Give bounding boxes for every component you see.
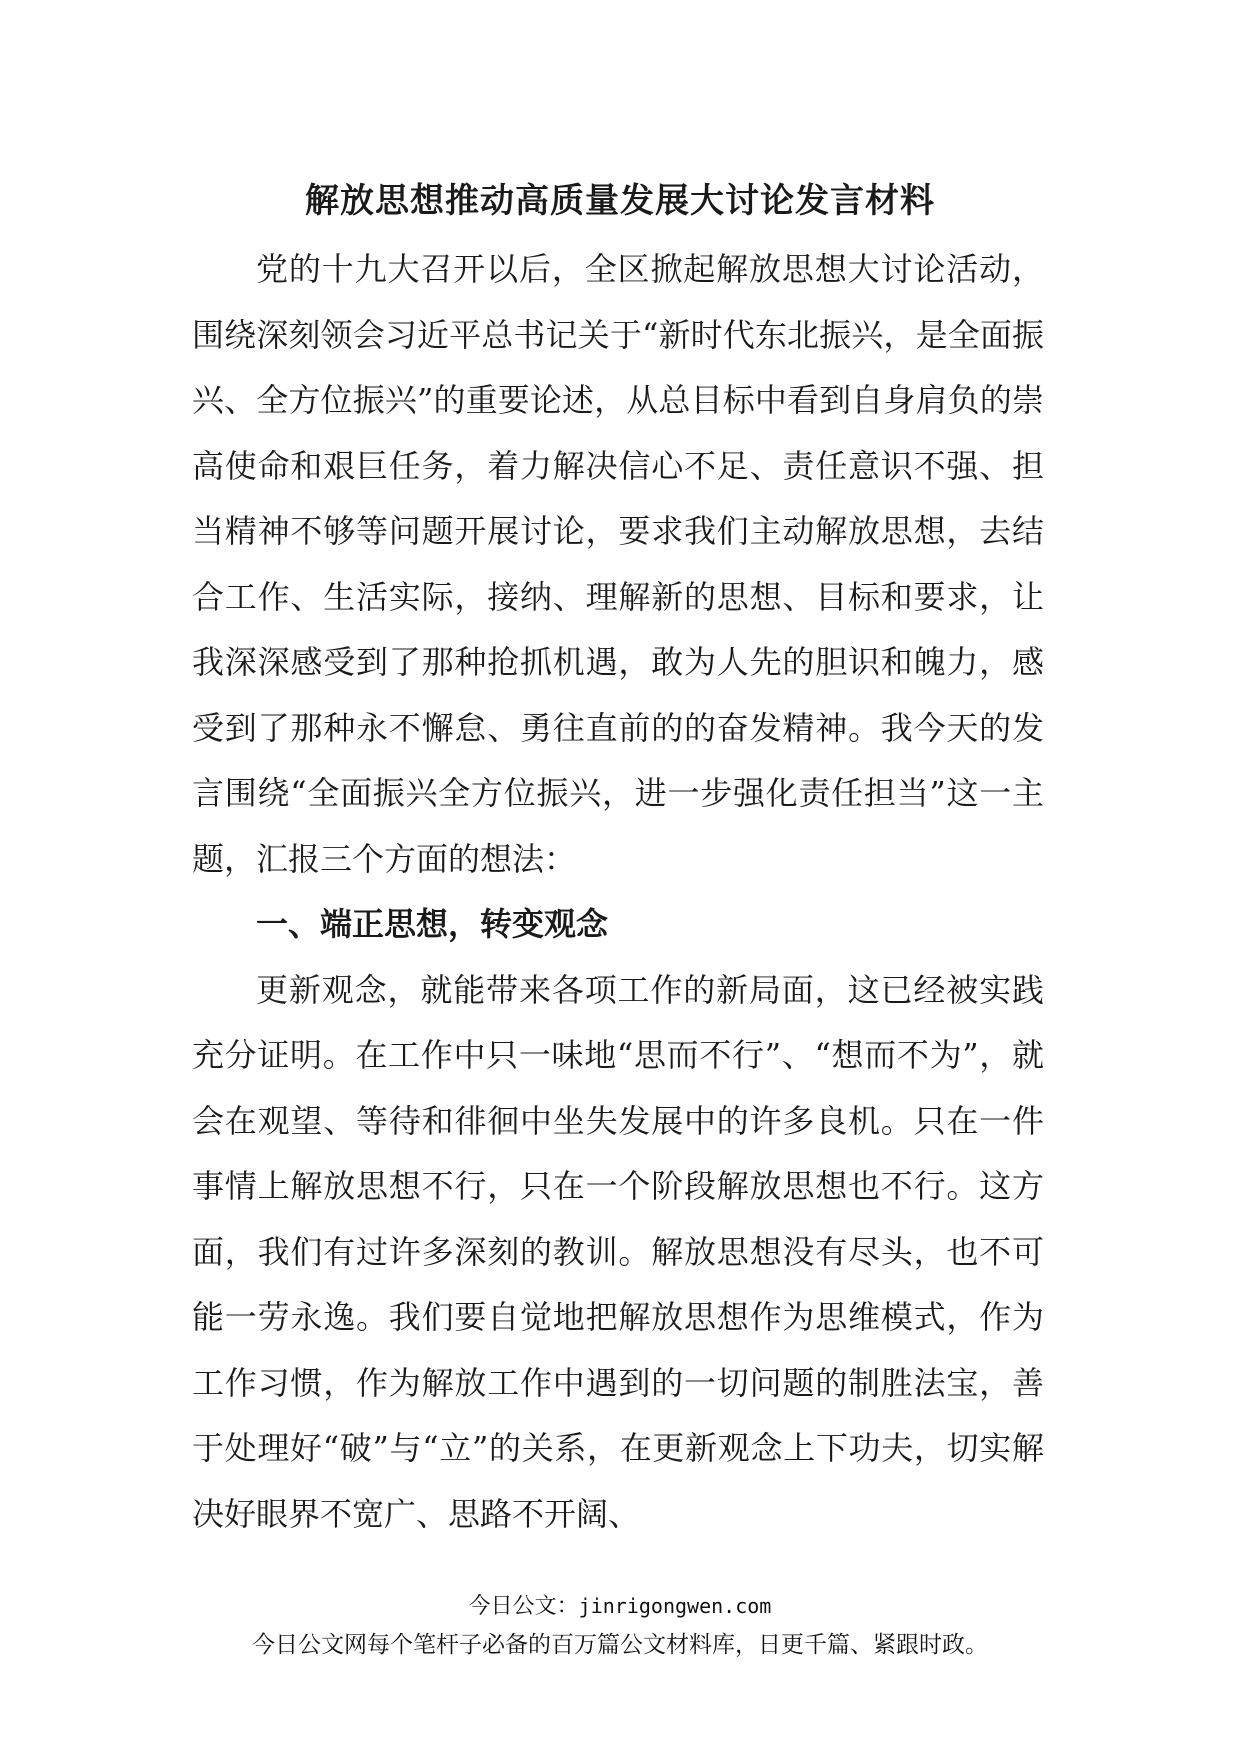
footer-site-url: jinrigongwen.com [578,1594,772,1618]
footer-slogan: 今日公文网每个笔杆子必备的百万篇公文材料库，日更千篇、紧跟时政。 [252,1632,988,1658]
page-footer [0,1588,1240,1663]
section-paragraph: 更新观念，就能带来各项工作的新局面，这已经被实践充分证明。在工作中只一味地“思而不行”、“想而不为”，就会在观望、等待和徘徊中坐失发展中的许多良机。只在一件事情上解放思想不行，只在一个阶段解放思想也不行。这方面，我们有过许多深刻的教训。解放思想没有尽头，也不可能一劳永逸。我们要自觉地把解放思想作为思维模式，作为工作习惯，作为解放工作中遇到的一切问题的制胜法宝，善于处理好“破”与“立”的关系，在更新观念上下功夫，切实解决好眼界不宽广、思路不开阔、 [192,970,1044,1533]
footer-site-label: 今日公文： [468,1594,579,1619]
document-body [192,237,1044,1547]
section-heading: 一、端正思想，转变观念 [256,905,609,943]
document-title: 解放思想推动高质量发展大讨论发言材料 [305,181,935,221]
intro-paragraph: 党的十九大召开以后，全区掀起解放思想大讨论活动，围绕深刻领会习近平总书记关于“新时代东北振兴，是全面振兴、全方位振兴”的重要论述，从总目标中看到自身肩负的崇高使命和艰巨任务，着力解决信心不足、责任意识不强、担当精神不够等问题开展讨论，要求我们主动解放思想，去结合工作、生活实际，接纳、理解新的思想、目标和要求，让我深深感受到了那种抢抓机遇，敢为人先的胆识和魄力，感受到了那种永不懈怠、勇往直前的的奋发精神。我今天的发言围绕“全面振兴全方位振兴，进一步强化责任担当”这一主题，汇报三个方面的想法： [192,250,1044,878]
footer-site-line [0,1588,1240,1625]
